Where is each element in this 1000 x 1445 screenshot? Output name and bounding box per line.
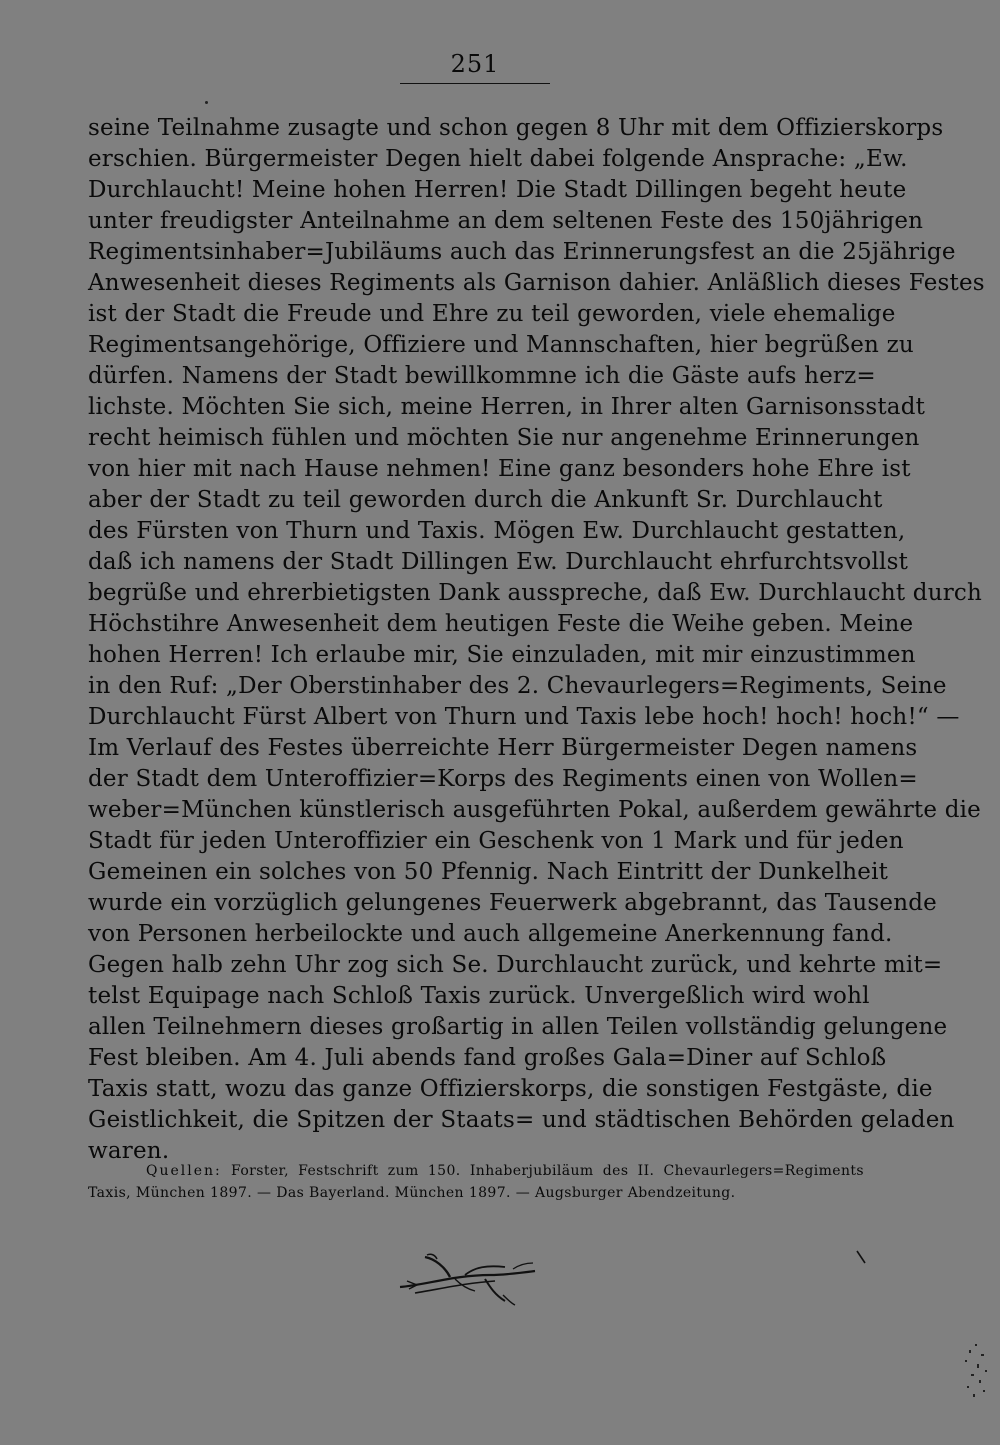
body-text-line: Regimentsinhaber=Jubiläums auch das Erinnerungsfest an die 25jährige bbox=[88, 239, 956, 265]
body-text-line: allen Teilnehmern dieses großartig in allen Teilen vollständig gelungene bbox=[88, 1014, 948, 1040]
scan-edge-noise bbox=[955, 1340, 995, 1400]
sources-line-2: Taxis, München 1897. — Das Bayerland. München 1897. — Augsburger Abendzeitung. bbox=[88, 1185, 736, 1201]
decorative-vignette-ornament bbox=[395, 1245, 545, 1315]
body-text-line: Höchstihre Anwesenheit dem heutigen Feste die Weihe geben. Meine bbox=[88, 611, 914, 637]
body-text-line: telst Equipage nach Schloß Taxis zurück. Unvergeßlich wird wohl bbox=[88, 983, 870, 1009]
body-text-line: Geistlichkeit, die Spitzen der Staats= und städtischen Behörden geladen bbox=[88, 1107, 955, 1133]
body-text-line: erschien. Bürgermeister Degen hielt dabei folgende Ansprache: „Ew. bbox=[88, 146, 908, 172]
body-text-line: von Personen herbeilockte und auch allgemeine Anerkennung fand. bbox=[88, 921, 893, 947]
page-number: 251 bbox=[450, 50, 500, 78]
body-text-line: Durchlaucht Fürst Albert von Thurn und Taxis lebe hoch! hoch! hoch!“ — bbox=[88, 704, 960, 730]
body-text-line: Gemeinen ein solches von 50 Pfennig. Nach Eintritt der Dunkelheit bbox=[88, 859, 889, 885]
body-text-line: daß ich namens der Stadt Dillingen Ew. Durchlaucht ehrfurchtsvollst bbox=[88, 549, 909, 575]
body-text-line: Regimentsangehörige, Offiziere und Mannschaften, hier begrüßen zu bbox=[88, 332, 914, 358]
body-text-line: von hier mit nach Hause nehmen! Eine ganz besonders hohe Ehre ist bbox=[88, 456, 911, 482]
body-text-line: Fest bleiben. Am 4. Juli abends fand großes Gala=Diner auf Schloß bbox=[88, 1045, 887, 1071]
body-text-line: aber der Stadt zu teil geworden durch die Ankunft Sr. Durchlaucht bbox=[88, 487, 883, 513]
body-text-line: dürfen. Namens der Stadt bewillkommne ich die Gäste aufs herz= bbox=[88, 363, 876, 389]
body-text-line: in den Ruf: „Der Oberstinhaber des 2. Chevaurlegers=Regiments, Seine bbox=[88, 673, 947, 699]
sources-label: Quellen: bbox=[146, 1163, 222, 1179]
sources-footnote bbox=[88, 1160, 864, 1204]
body-text-line: Durchlaucht! Meine hohen Herren! Die Stadt Dillingen begeht heute bbox=[88, 177, 907, 203]
body-text-line: recht heimisch fühlen und möchten Sie nur angenehme Erinnerungen bbox=[88, 425, 920, 451]
body-text-line: waren. bbox=[88, 1138, 170, 1164]
body-text-line: begrüße und ehrerbietigsten Dank ausspreche, daß Ew. Durchlaucht durch bbox=[88, 580, 983, 606]
body-text-line: Stadt für jeden Unteroffizier ein Geschenk von 1 Mark und für jeden bbox=[88, 828, 904, 854]
page-number-rule bbox=[400, 83, 550, 84]
body-text-line: seine Teilnahme zusagte und schon gegen 8 Uhr mit dem Offizierskorps bbox=[88, 115, 944, 141]
body-text bbox=[88, 113, 985, 1167]
body-text-line: ist der Stadt die Freude und Ehre zu teil geworden, viele ehemalige bbox=[88, 301, 896, 327]
body-text-line: der Stadt dem Unteroffizier=Korps des Regiments einen von Wollen= bbox=[88, 766, 918, 792]
body-text-line: unter freudigster Anteilnahme an dem seltenen Feste des 150jährigen bbox=[88, 208, 924, 234]
body-text-line: Taxis statt, wozu das ganze Offizierskorps, die sonstigen Festgäste, die bbox=[88, 1076, 933, 1102]
body-text-line: Gegen halb zehn Uhr zog sich Se. Durchlaucht zurück, und kehrte mit= bbox=[88, 952, 943, 978]
body-text-line: lichste. Möchten Sie sich, meine Herren, in Ihrer alten Garnisonsstadt bbox=[88, 394, 926, 420]
sources-line-1 bbox=[88, 1160, 864, 1182]
body-text-line: hohen Herren! Ich erlaube mir, Sie einzuladen, mit mir einzustimmen bbox=[88, 642, 916, 668]
body-text-line: wurde ein vorzüglich gelungenes Feuerwerk abgebrannt, das Tausende bbox=[88, 890, 937, 916]
body-text-line: des Fürsten von Thurn und Taxis. Mögen Ew. Durchlaucht gestatten, bbox=[88, 518, 906, 544]
sources-citation-1: Forster, Festschrift zum 150. Inhaberjubiläum des II. Chevaurlegers=Regiments bbox=[230, 1163, 864, 1179]
print-speck-mark bbox=[855, 1250, 867, 1264]
print-speck bbox=[205, 101, 208, 104]
body-text-line: Anwesenheit dieses Regiments als Garnison dahier. Anläßlich dieses Festes bbox=[88, 270, 985, 296]
body-text-line: Im Verlauf des Festes überreichte Herr Bürgermeister Degen namens bbox=[88, 735, 918, 761]
body-text-line: weber=München künstlerisch ausgeführten Pokal, außerdem gewährte die bbox=[88, 797, 981, 823]
